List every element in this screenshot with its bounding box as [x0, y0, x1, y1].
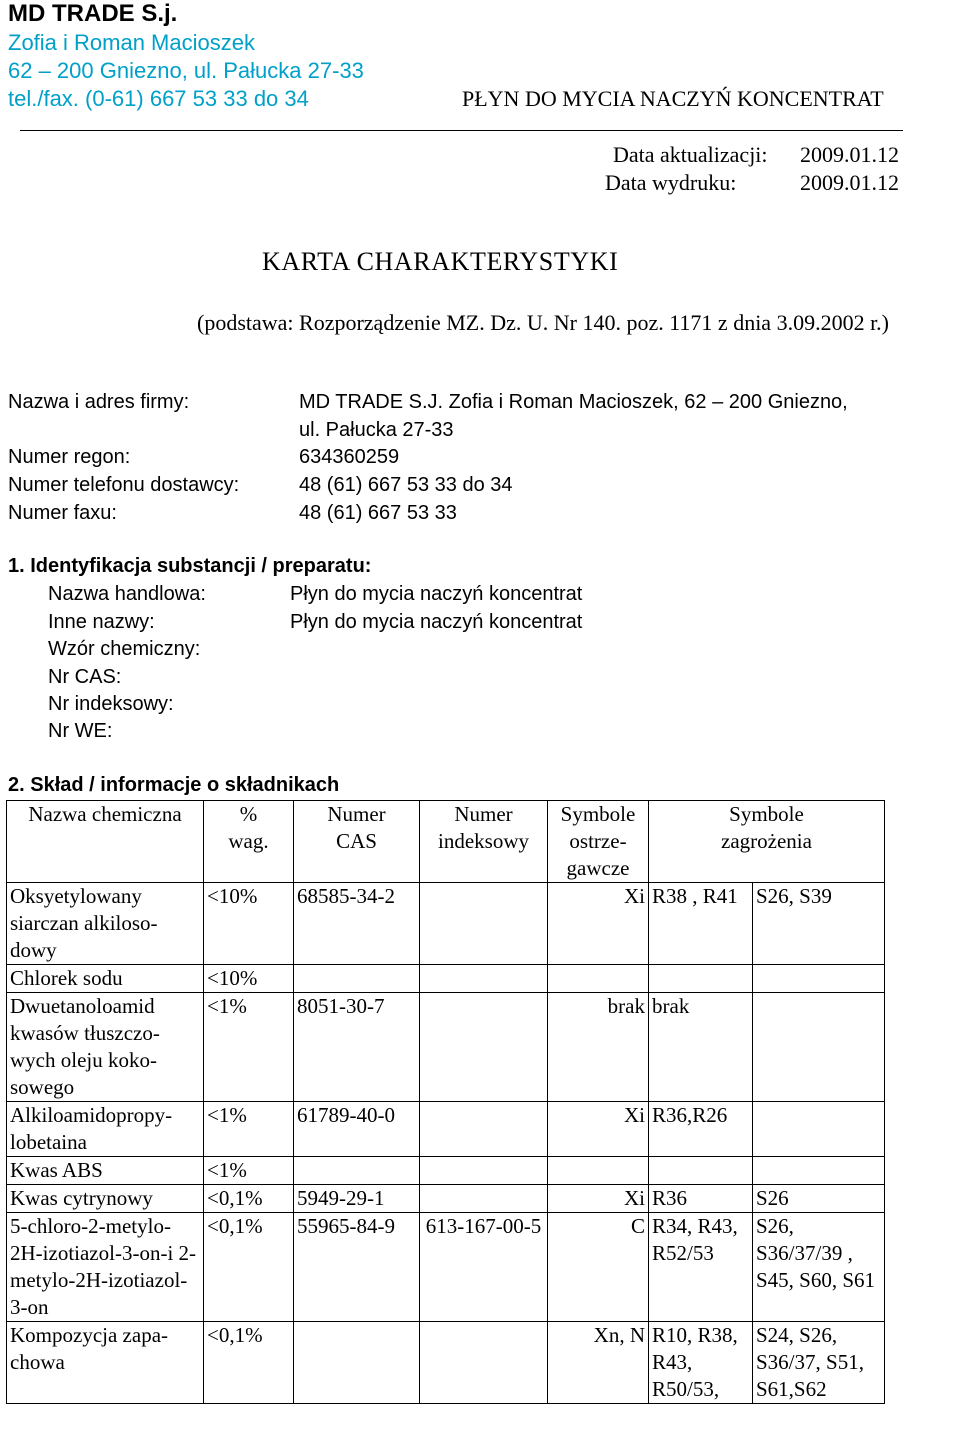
company-name: MD TRADE S.j.: [8, 0, 178, 27]
formula-label: Wzór chemiczny:: [48, 638, 201, 660]
ingredient-index: 613-167-00-5: [420, 1213, 548, 1322]
regon-label: Numer regon:: [8, 446, 131, 468]
ingredient-cas: 61789-40-0: [294, 1102, 420, 1157]
ingredient-r-phrases: R36,R26: [649, 1102, 753, 1157]
ingredient-s-phrases: S24, S26, S36/37, S51, S61,S62: [753, 1322, 885, 1404]
ingredient-symbol: Xn, N: [548, 1322, 649, 1404]
ingredient-symbol: [548, 1157, 649, 1185]
index-label: Nr indeksowy:: [48, 693, 174, 715]
document-title: KARTA CHARAKTERYSTYKI: [262, 247, 619, 276]
company-street-value: ul. Pałucka 27-33: [299, 419, 454, 441]
ingredient-r-phrases: R34, R43, R52/53: [649, 1213, 753, 1322]
ingredient-name: Kwas cytrynowy: [7, 1185, 204, 1213]
update-date-label: Data aktualizacji:: [613, 142, 768, 167]
ingredient-name: Chlorek sodu: [7, 965, 204, 993]
other-names-label: Inne nazwy:: [48, 611, 155, 633]
ingredient-cas: [294, 1157, 420, 1185]
ingredient-cas: 55965-84-9: [294, 1213, 420, 1322]
ingredient-index: [420, 993, 548, 1102]
ingredient-index: [420, 1185, 548, 1213]
table-row: [7, 1322, 885, 1404]
ingredient-r-phrases: [649, 965, 753, 993]
ingredient-index: [420, 883, 548, 965]
table-row: [7, 1213, 885, 1322]
supplier-phone-value: 48 (61) 667 53 33 do 34: [299, 474, 513, 496]
table-row: [7, 1157, 885, 1185]
ingredient-s-phrases: [753, 965, 885, 993]
ingredient-r-phrases: [649, 1157, 753, 1185]
document-basis: (podstawa: Rozporządzenie MZ. Dz. U. Nr 140. poz. 1171 z dnia 3.09.2002 r.): [197, 310, 890, 335]
ingredient-cas: 5949-29-1: [294, 1185, 420, 1213]
ingredient-index: [420, 965, 548, 993]
print-date-label: Data wydruku:: [605, 170, 737, 195]
ingredient-name: 5-chloro-2-metylo-2H-izotiazol-3-on-i 2-metylo-2H-izotiazol-3-on: [7, 1213, 204, 1322]
ingredient-name: Dwuetanoloamid kwasów tłuszczo-wych oleju koko-sowego: [7, 993, 204, 1102]
ingredient-percent: <10%: [204, 883, 294, 965]
ingredient-percent: <1%: [204, 1102, 294, 1157]
ingredient-name: Oksyetylowany siarczan alkiloso-dowy: [7, 883, 204, 965]
ingredient-index: [420, 1157, 548, 1185]
ingredient-name: Kompozycja zapa-chowa: [7, 1322, 204, 1404]
other-names-value: Płyn do mycia naczyń koncentrat: [290, 611, 583, 633]
ingredient-symbol: brak: [548, 993, 649, 1102]
ingredient-name: Kwas ABS: [7, 1157, 204, 1185]
ingredient-percent: <0,1%: [204, 1322, 294, 1404]
cas-label: Nr CAS:: [48, 666, 122, 688]
ingredient-index: [420, 1102, 548, 1157]
ingredient-percent: <10%: [204, 965, 294, 993]
ingredient-symbol: [548, 965, 649, 993]
col-header-index: Numer indeksowy: [420, 801, 548, 883]
company-name-label: Nazwa i adres firmy:: [8, 391, 190, 413]
table-row: [7, 883, 885, 965]
ingredient-symbol: C: [548, 1213, 649, 1322]
ingredient-cas: 8051-30-7: [294, 993, 420, 1102]
col-header-percent: % wag.: [204, 801, 294, 883]
ingredient-s-phrases: [753, 1102, 885, 1157]
ingredient-symbol: Xi: [548, 883, 649, 965]
ingredient-cas: [294, 965, 420, 993]
update-date-value: 2009.01.12: [800, 142, 899, 167]
ingredient-r-phrases: R38 , R41: [649, 883, 753, 965]
ingredient-percent: <0,1%: [204, 1185, 294, 1213]
fax-label: Numer faxu:: [8, 502, 117, 524]
col-header-symbols: Symbole ostrze- gawcze: [548, 801, 649, 883]
composition-table: [6, 800, 885, 1404]
ingredient-s-phrases: S26, S36/37/39 , S45, S60, S61: [753, 1213, 885, 1322]
ingredient-s-phrases: [753, 1157, 885, 1185]
trade-name-value: Płyn do mycia naczyń koncentrat: [290, 583, 583, 605]
col-header-name: Nazwa chemiczna: [7, 801, 204, 883]
ingredient-s-phrases: [753, 993, 885, 1102]
section1-heading: 1. Identyfikacja substancji / preparatu:: [8, 555, 372, 577]
ingredient-r-phrases: R36: [649, 1185, 753, 1213]
header-divider: [20, 130, 903, 131]
table-row: [7, 965, 885, 993]
section2-heading: 2. Skład / informacje o składnikach: [8, 774, 340, 796]
trade-name-label: Nazwa handlowa:: [48, 583, 206, 605]
product-heading: PŁYN DO MYCIA NACZYŃ KONCENTRAT: [462, 86, 884, 111]
ingredient-index: [420, 1322, 548, 1404]
table-row: [7, 993, 885, 1102]
ingredient-r-phrases: R10, R38, R43, R50/53,: [649, 1322, 753, 1404]
table-row: [7, 1185, 885, 1213]
company-owners: Zofia i Roman Macioszek: [8, 30, 255, 55]
table-header-row: [7, 801, 885, 883]
ingredient-name: Alkiloamidopropy-lobetaina: [7, 1102, 204, 1157]
table-row: [7, 1102, 885, 1157]
ingredient-r-phrases: brak: [649, 993, 753, 1102]
regon-value: 634360259: [299, 446, 400, 468]
we-label: Nr WE:: [48, 720, 113, 742]
ingredient-cas: [294, 1322, 420, 1404]
ingredient-percent: <1%: [204, 1157, 294, 1185]
ingredient-cas: 68585-34-2: [294, 883, 420, 965]
ingredient-s-phrases: S26, S39: [753, 883, 885, 965]
supplier-phone-label: Numer telefonu dostawcy:: [8, 474, 240, 496]
ingredient-percent: <0,1%: [204, 1213, 294, 1322]
ingredient-percent: <1%: [204, 993, 294, 1102]
ingredient-symbol: Xi: [548, 1102, 649, 1157]
company-address: 62 – 200 Gniezno, ul. Pałucka 27-33: [8, 58, 364, 83]
print-date-value: 2009.01.12: [800, 170, 899, 195]
ingredient-symbol: Xi: [548, 1185, 649, 1213]
company-phone: tel./fax. (0-61) 667 53 33 do 34: [8, 86, 309, 111]
company-name-value: MD TRADE S.J. Zofia i Roman Macioszek, 62 – 200 Gniezno,: [299, 391, 848, 413]
fax-value: 48 (61) 667 53 33: [299, 502, 457, 524]
col-header-cas: Numer CAS: [294, 801, 420, 883]
col-header-hazard: Symbole zagrożenia: [649, 801, 885, 883]
ingredient-s-phrases: S26: [753, 1185, 885, 1213]
